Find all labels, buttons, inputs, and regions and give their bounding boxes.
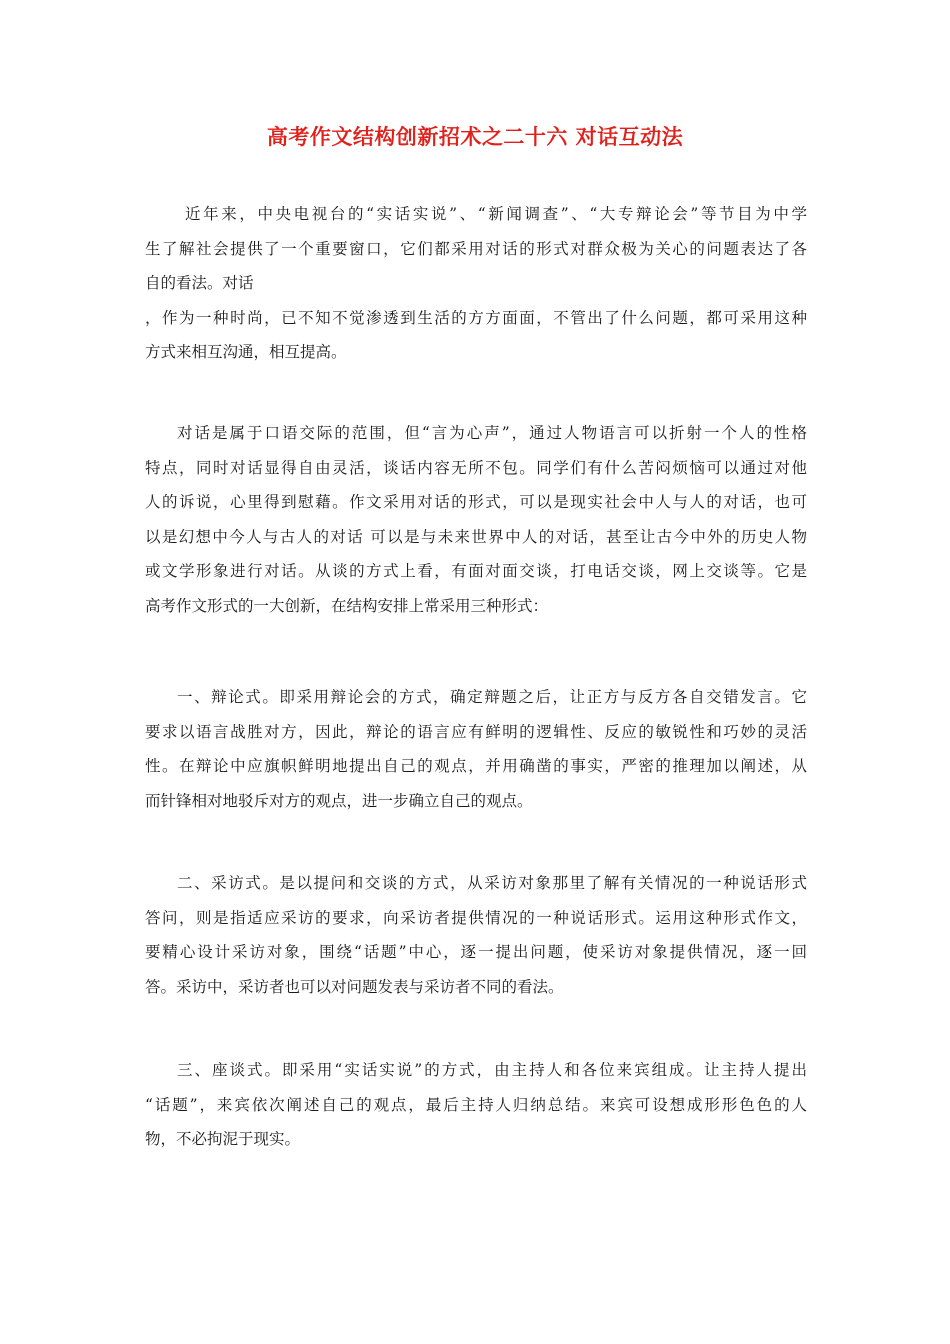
paragraph-line: 三、座谈式。即采用“实话实说”的方式，由主持人和各位来宾组成。让主持人提出 <box>177 1061 807 1079</box>
paragraph-line: 以是幻想中今人与古人的对话 可以是与未来世界中人的对话，甚至让古今中外的历史人物 <box>145 527 807 546</box>
paragraph-intro <box>145 197 807 370</box>
paragraph-line: 自的看法。对话 <box>145 274 254 292</box>
paragraph-line: 人的诉说，心里得到慰藉。作文采用对话的形式，可以是现实社会中人与人的对话，也可 <box>145 493 807 511</box>
paragraph-line: 而针锋相对地驳斥对方的观点，进一步确立自己的观点。 <box>145 791 533 810</box>
paragraph-line: 或文学形象进行对话。从谈的方式上看，有面对面交谈，打电话交谈，网上交谈等。它是 <box>145 562 807 580</box>
paragraph-line: 答问，则是指适应采访的要求，向采访者提供情况的一种说话形式。运用这种形式作文， <box>145 908 807 927</box>
paragraph-line: 物，不必拘泥于现实。 <box>145 1130 301 1148</box>
paragraph-line: ，作为一种时尚，已不知不觉渗透到生活的方方面面，不管出了什么问题，都可采用这种 <box>145 308 807 327</box>
paragraph-line: 答。采访中，采访者也可以对问题发表与采访者不同的看法。 <box>145 977 564 996</box>
paragraph-line: 方式来相互沟通，相互提高。 <box>145 343 347 361</box>
paragraph-line: 要求以语言战胜对方，因此，辩论的语言应有鲜明的逻辑性、反应的敏锐性和巧妙的灵活 <box>145 722 807 741</box>
paragraph-line: 对话是属于口语交际的范围，但“言为心声”，通过人物语言可以折射一个人的性格 <box>177 424 807 442</box>
paragraph-line: 高考作文形式的一大创新，在结构安排上常采用三种形式： <box>145 596 549 615</box>
paragraph-line: 一、辩论式。即采用辩论会的方式，确定辩题之后，让正方与反方各自交错发言。它 <box>177 688 807 706</box>
paragraph-dialogue-definition <box>145 416 807 623</box>
paragraph-line: “话题”，来宾依次阐述自己的观点，最后主持人归纳总结。来宾可设想成形形色色的人 <box>145 1095 807 1114</box>
paragraph-line: 要精心设计采访对象，围绕“话题”中心，逐一提出问题，使采访对象提供情况，逐一回 <box>145 943 807 961</box>
paragraph-line: 特点，同时对话显得自由灵活，谈话内容无所不包。同学们有什么苦闷烦恼可以通过对他 <box>145 458 807 477</box>
paragraph-debate-form <box>145 680 807 818</box>
paragraph-line: 近年来，中央电视台的“实话实说”、“新闻调查”、“大专辩论会”等节目为中学 <box>185 205 807 223</box>
paragraph-interview-form <box>145 866 807 1004</box>
paragraph-line: 二、采访式。是以提问和交谈的方式，从采访对象那里了解有关情况的一种说话形式 <box>177 874 807 892</box>
document-title: 高考作文结构创新招术之二十六 对话互动法 <box>266 124 684 149</box>
paragraph-line: 性。在辩论中应旗帜鲜明地提出自己的观点，并用确凿的事实，严密的推理加以阐述，从 <box>145 757 807 775</box>
paragraph-forum-form <box>145 1053 807 1157</box>
paragraph-line: 生了解社会提供了一个重要窗口，它们都采用对话的形式对群众极为关心的问题表达了各 <box>145 239 807 258</box>
